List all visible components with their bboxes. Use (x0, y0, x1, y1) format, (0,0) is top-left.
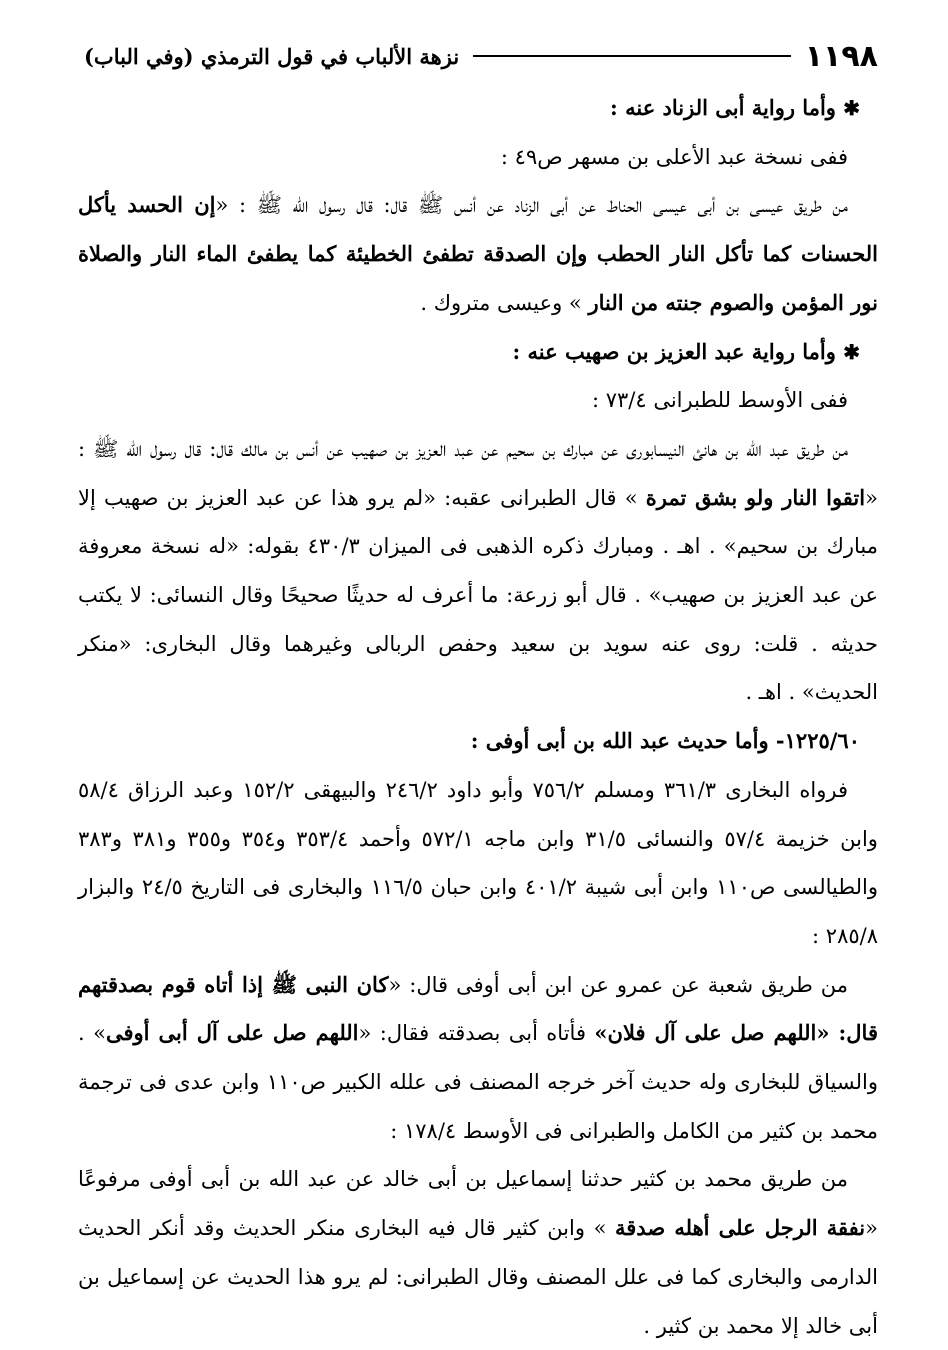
star-bullet-icon: ✱ (843, 339, 860, 364)
heading-text: وأما رواية عبد العزيز بن صهيب عنه : (512, 338, 836, 364)
page-number: ١١٩٨ (804, 38, 878, 74)
heading-text: وأما رواية أبى الزناد عنه : (610, 95, 836, 120)
hadith-text: كان النبى ﷺ إذا أتاه قوم بصدقتهم قال: «اللهم صل على آل فلان» (78, 971, 878, 1046)
text-run: من طريق عيسى بن أبى عيسى الحناط عن أبى الزناد عن أنس ﷺ قال: قال رسول الله ﷺ : « (215, 193, 848, 218)
paragraph-isa-hannat (78, 181, 878, 327)
running-header (84, 36, 878, 76)
text-run: من طريق محمد بن كثير حدثنا إسماعيل بن أبى خالد عن عبد الله بن أبى أوفى مرفوعًا « (78, 1167, 878, 1241)
hadith-text: اللهم صل على آل أبى أوفى (105, 1020, 359, 1046)
page-body (78, 84, 878, 1350)
source-line: ففى الأوسط للطبرانى ٧٣/٤ : (591, 388, 848, 413)
text-run: » وعيسى متروك . (420, 290, 582, 315)
text-run: » وابن كثير قال فيه البخارى منكر الحديث وقد أنكر الحديث الدارمى والبخارى كما فى علل المصنف وقال الطبرانى: لم يرو هذا الحديث عن إسماعيل بن أبى خالد إلا محمد بن كثير . (78, 1216, 878, 1338)
text-run: من طريق عبد الله بن هانئ النيسابورى عن مبارك بن سحيم عن عبد العزيز بن صهيب عن أنس بن مالك قال: قال رسول الله ﷺ : « (78, 436, 878, 510)
section-heading-abu-zinad (78, 84, 878, 133)
text-run: من طريق شعبة عن عمرو عن ابن أبى أوفى قال: « (388, 972, 849, 997)
star-bullet-icon: ✱ (843, 96, 860, 120)
text-run: » قال الطبرانى عقبه: «لم يرو هذا عن عبد العزيز بن صهيب إلا مبارك بن سحيم» . اهـ . ومبارك ذكره الذهبى فى الميزان ٤٣٠/٣ بقوله: «له نسخة معروفة عن عبد العزيز بن صهيب» . قال أبو زرعة: ما أعرف له حديثًا صحيحًا وقال النسائى: لا يكتب حديثه . قلت: روى عنه سويد بن سعيد وحفص الربالى وغيرهما وقال البخارى: «منكر الحديث» . اهـ . (78, 485, 878, 705)
hadith-text: نفقة الرجل على أهله صدقة (615, 1215, 866, 1241)
paragraph-shuba (78, 961, 878, 1156)
paragraph-muhammad-ibn-kathir (78, 1155, 878, 1350)
source-line: ففى نسخة عبد الأعلى بن مسهر ص٤٩ : (500, 144, 848, 169)
paragraph-mubarak (78, 425, 878, 717)
hadith-text: إن الحسد يأكل الحسنات كما تأكل النار الحطب وإن الصدقة تطفئ الخطيئة كما يطفئ الماء النار والصلاة نور المؤمن والصوم جنته من النار (78, 192, 878, 315)
paragraph-takhrij: فرواه البخارى ٣٦١/٣ ومسلم ٧٥٦/٢ وأبو داود ٢٤٦/٢ والبيهقى ١٥٢/٢ وعبد الرزاق ٥٨/٤ وابن خزيمة ٥٧/٤ والنسائى ٣١/٥ وابن ماجه ٥٧٢/١ وأحمد ٣٥٣/٤ و٣٥٤ و٣٥٥ و٣٨١ و٣٨٣ والطيالسى ص١١٠ وابن أبى شيبة ٤٠١/٢ وابن حبان ١١٦/٥ والبخارى فى التاريخ ٢٤/٥ والبزار ٢٨٥/٨ : (78, 777, 878, 948)
text-run: فأتاه أبى بصدقته فقال: « (358, 1021, 586, 1046)
hadith-text: اتقوا النار ولو بشق تمرة (645, 484, 866, 510)
section-heading-ibn-abi-awfa: ١٢٢٥/٦٠- وأما حديث عبد الله بن أبى أوفى : (470, 728, 860, 754)
running-title: نزهة الألباب في قول الترمذي (وفي الباب) (84, 43, 460, 69)
header-rule (473, 55, 791, 57)
text-run: » . والسياق للبخارى وله حديث آخر خرجه المصنف فى علله الكبير ص١١٠ وابن عدى فى ترجمة محمد بن كثير من الكامل والطبرانى فى الأوسط ١٧٨/٤ : (78, 1021, 878, 1143)
section-heading-abdulaziz (78, 328, 878, 377)
